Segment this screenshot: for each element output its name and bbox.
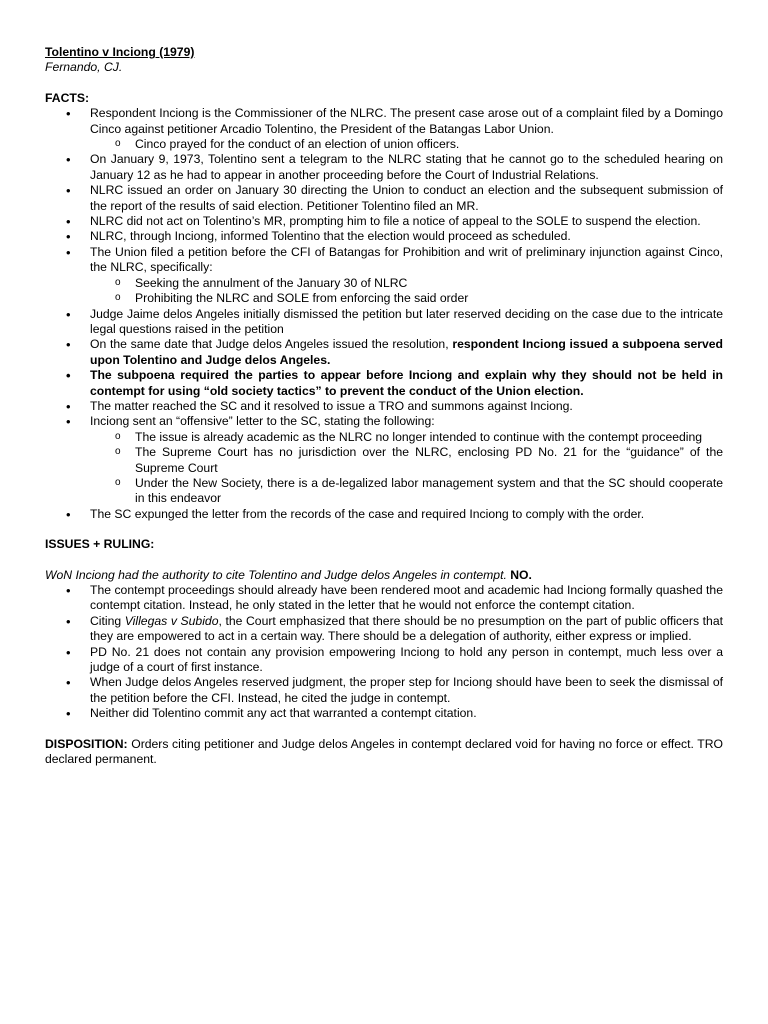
fact-subitem: o Seeking the annulment of the January 30 of NLRC [45, 276, 723, 291]
ruling-item: • PD No. 21 does not contain any provision empowering Inciong to hold any person in contempt, much less over a judge of a court of first instance. [45, 645, 723, 676]
issues-heading: ISSUES + RULING: [45, 537, 155, 552]
issue-answer: NO. [510, 567, 532, 582]
issue-statement [45, 568, 723, 583]
fact-subitem: o Cinco prayed for the conduct of an election of union officers. [45, 137, 723, 152]
fact-emphasis: respondent Inciong issued a subpoena served upon Tolentino and Judge delos Angeles. [90, 337, 723, 367]
case-title: Tolentino v Inciong (1979) [45, 45, 195, 59]
fact-item: • The SC expunged the letter from the records of the case and required Inciong to comply with the order. [45, 507, 723, 522]
ruling-item [45, 614, 723, 645]
case-digest [45, 45, 723, 767]
fact-subitem: o Under the New Society, there is a de-legalized labor management system and that the SC should cooperate in this endeavor [45, 476, 723, 507]
fact-item: • NLRC, through Inciong, informed Tolentino that the election would proceed as scheduled. [45, 229, 723, 244]
issue-question: WoN Inciong had the authority to cite Tolentino and Judge delos Angeles in contempt. [45, 567, 507, 582]
fact-item: • On January 9, 1973, Tolentino sent a telegram to the NLRC stating that he cannot go to the scheduled hearing on January 12 as he had to appear in another proceeding before the Court of Industrial Relations. [45, 152, 723, 183]
ruling-text: , the Court emphasized that there should be no presumption on the part of public officers that they are empowered to act in a certain way. There should be a delegation of authority, either express or implied. [90, 613, 723, 644]
ruling-item: • Neither did Tolentino commit any act that warranted a contempt citation. [45, 706, 723, 721]
fact-item: • The subpoena required the parties to appear before Inciong and explain why they should not be held in contempt for using “old society tactics” to prevent the conduct of the Union election. [45, 368, 723, 399]
fact-subitem: o The issue is already academic as the NLRC no longer intended to continue with the contempt proceeding [45, 430, 723, 445]
fact-item [45, 337, 723, 368]
fact-item: • Judge Jaime delos Angeles initially dismissed the petition but later reserved deciding on the case due to the intricate legal questions raised in the petition [45, 307, 723, 338]
ponente: Fernando, CJ. [45, 60, 123, 75]
ruling-item: • The contempt proceedings should already have been rendered moot and academic had Inciong formally quashed the contempt citation. Instead, he only stated in the letter that he would not enforce the contempt citation. [45, 583, 723, 614]
fact-item: • The matter reached the SC and it resolved to issue a TRO and summons against Inciong. [45, 399, 723, 414]
fact-item: • The Union filed a petition before the CFI of Batangas for Prohibition and writ of preliminary injunction against Cinco, the NLRC, specifically: [45, 245, 723, 276]
disposition-label: DISPOSITION: [45, 736, 128, 751]
fact-subitem: o Prohibiting the NLRC and SOLE from enforcing the said order [45, 291, 723, 306]
case-citation: Villegas v Subido [124, 613, 219, 628]
fact-item: • NLRC did not act on Tolentino’s MR, prompting him to file a notice of appeal to the SOLE to suspend the election. [45, 214, 723, 229]
disposition-text: Orders citing petitioner and Judge delos Angeles in contempt declared void for having no force or effect. TRO declared permanent. [45, 736, 723, 767]
ruling-list [45, 583, 723, 722]
facts-list [45, 106, 723, 522]
ruling-item: • When Judge delos Angeles reserved judgment, the proper step for Inciong should have been to seek the dismissal of the petition before the CFI. Instead, he cited the judge in contempt. [45, 675, 723, 706]
fact-item: • NLRC issued an order on January 30 directing the Union to conduct an election and the subsequent submission of the report of the results of said election. Petitioner Tolentino filed an MR. [45, 183, 723, 214]
facts-heading: FACTS: [45, 90, 90, 105]
fact-item: • Respondent Inciong is the Commissioner of the NLRC. The present case arose out of a complaint filed by a Domingo Cinco against petitioner Arcadio Tolentino, the President of the Batangas Labor Union. [45, 106, 723, 137]
disposition [45, 737, 723, 768]
fact-item: • Inciong sent an “offensive” letter to the SC, stating the following: [45, 414, 723, 429]
fact-text: On the same date that Judge delos Angeles issued the resolution, [90, 337, 453, 352]
fact-subitem: o The Supreme Court has no jurisdiction over the NLRC, enclosing PD No. 21 for the “guidance” of the Supreme Court [45, 445, 723, 476]
ruling-text: Citing [90, 613, 125, 628]
